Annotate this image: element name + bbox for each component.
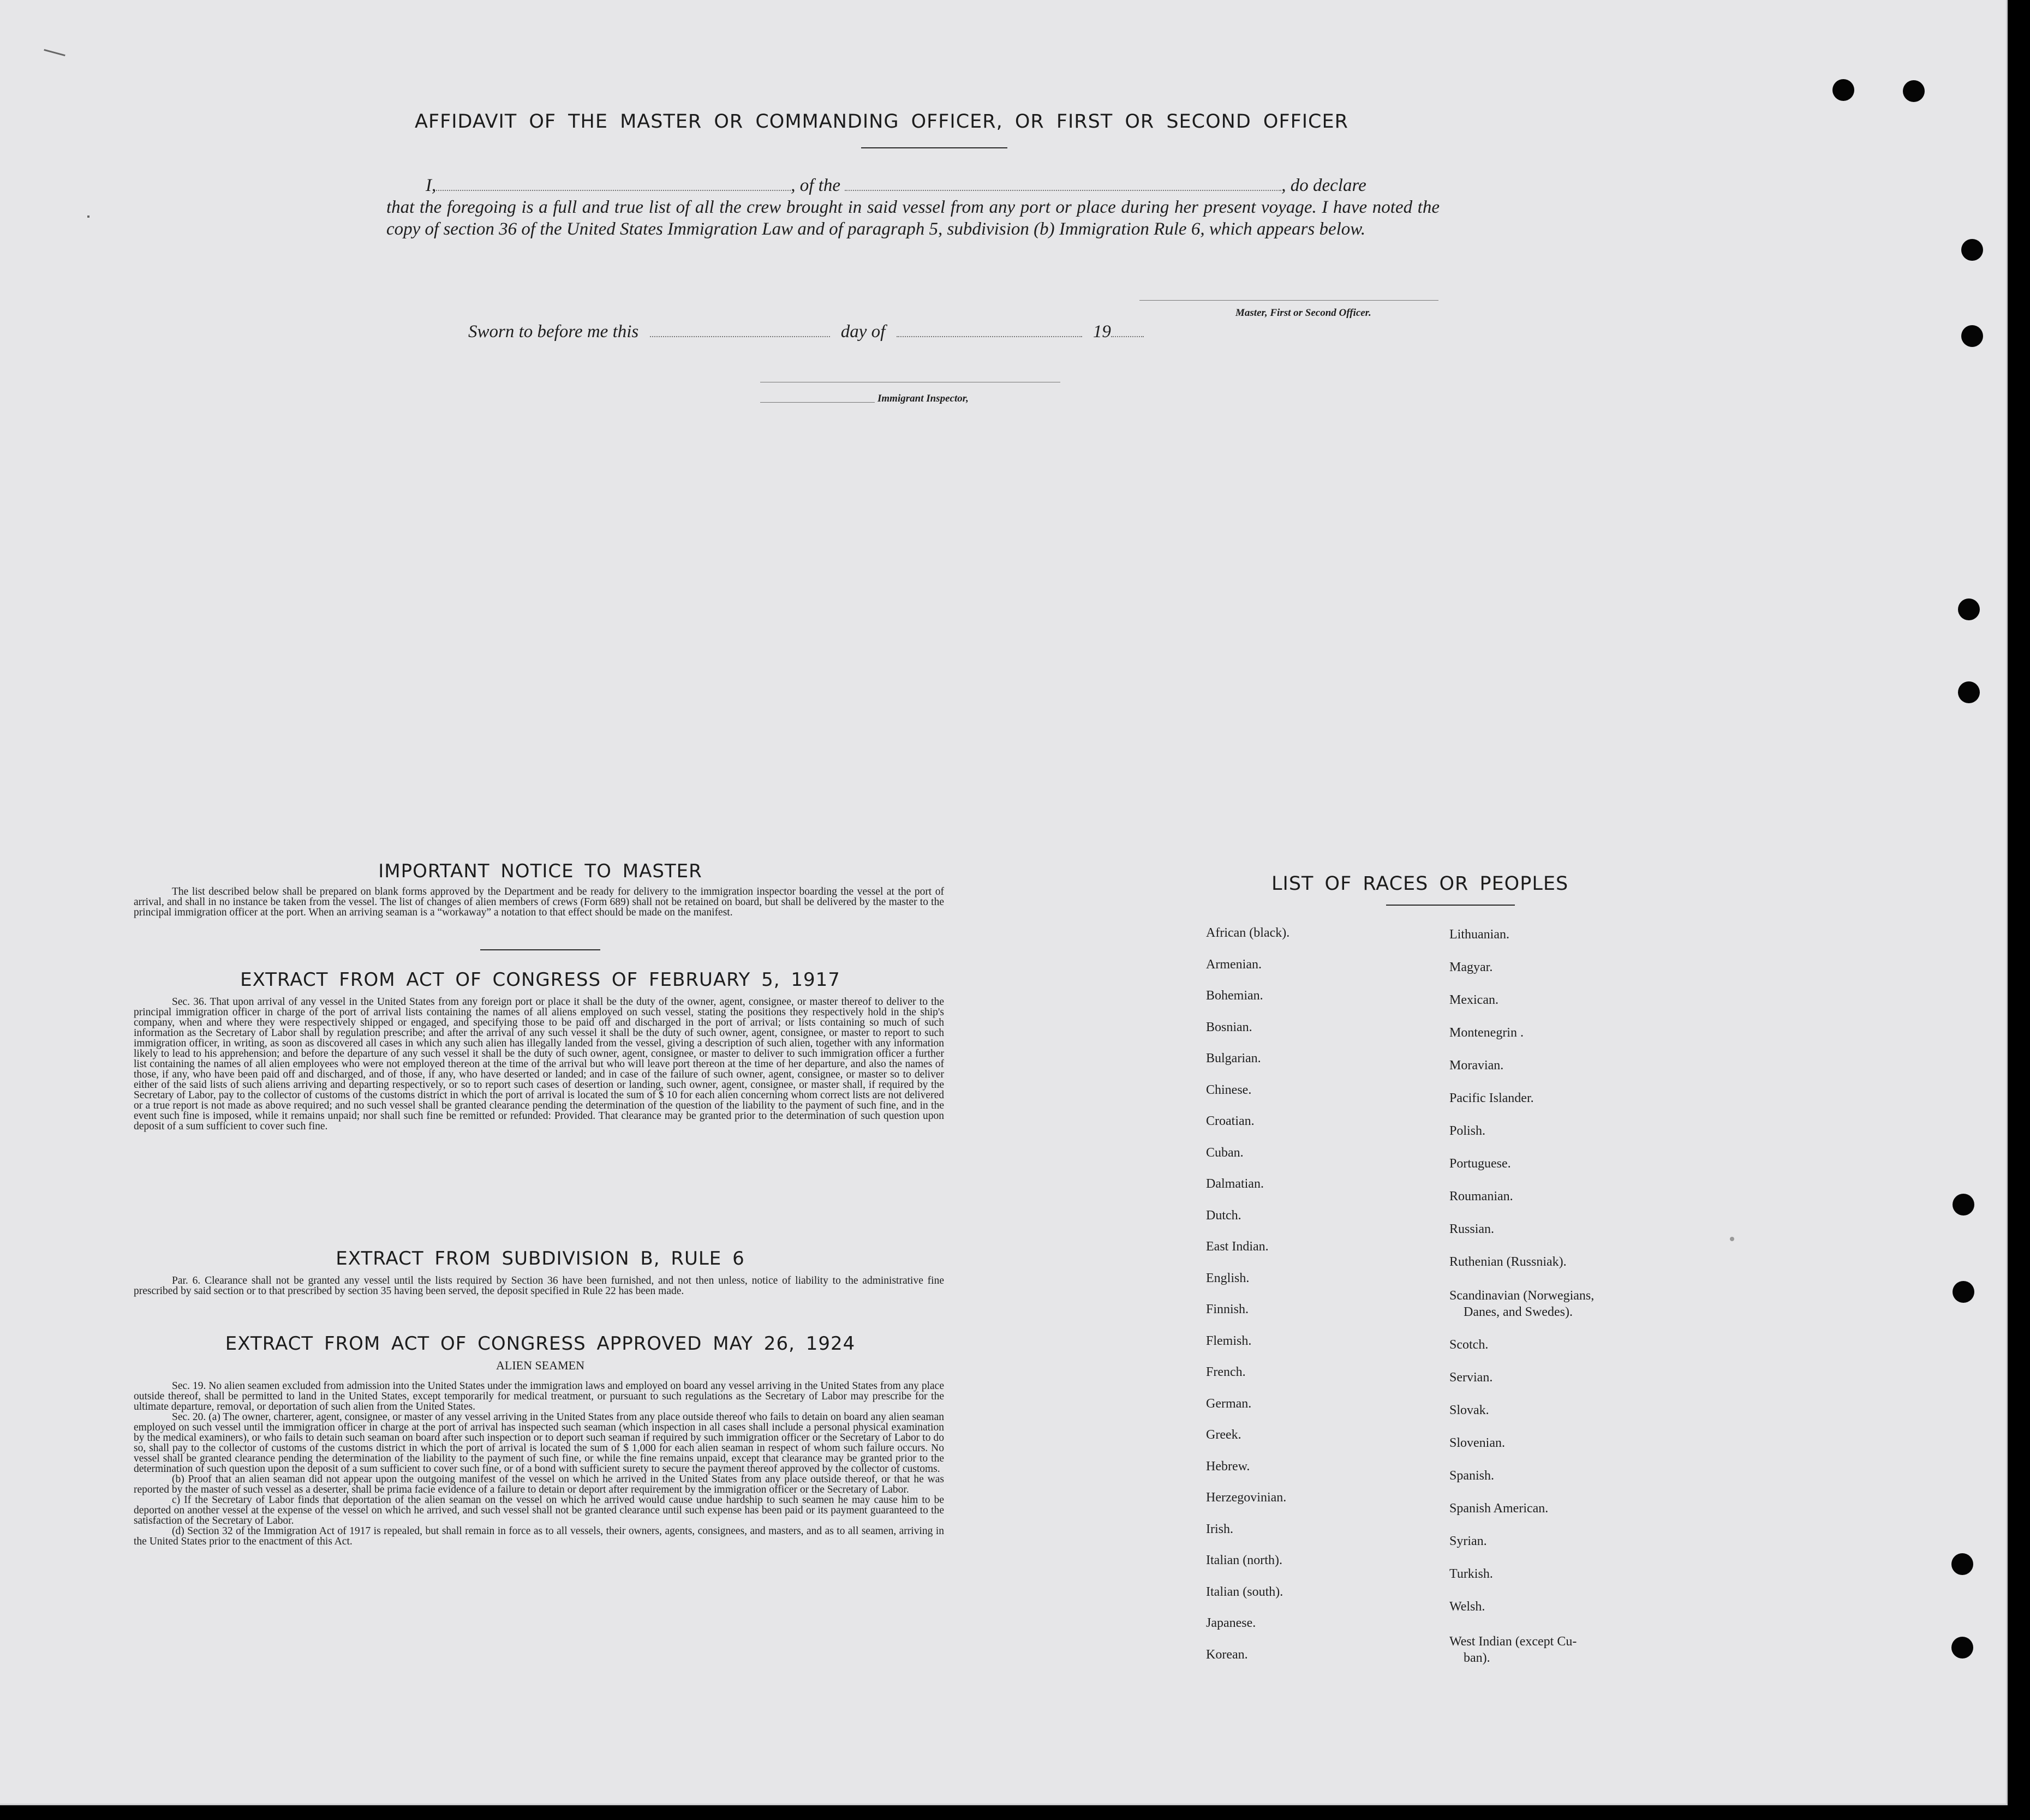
declaration-body: that the foregoing is a full and true list of all the crew brought in said vessel from any port or place during her present voyage. I have noted the copy of section 36 of the United States Immigration Law and of paragraph 5, subdivision (b) Immigration Rule 6, which appears below. <box>386 197 1440 239</box>
race-item: Bosnian. <box>1206 1020 1252 1034</box>
signature-caption: Master, First or Second Officer. <box>1235 307 1371 319</box>
declaration-of-the: , of the <box>791 176 840 195</box>
month-blank[interactable] <box>897 336 1082 337</box>
title-underline <box>861 147 1007 148</box>
inspector-caption: Immigrant Inspector, <box>877 393 969 404</box>
binder-hole <box>1958 598 1980 620</box>
notice-rule <box>480 949 600 950</box>
race-item: Dalmatian. <box>1206 1177 1264 1191</box>
notice-title: IMPORTANT NOTICE TO MASTER <box>378 860 702 882</box>
race-item: Turkish. <box>1449 1567 1493 1581</box>
races-title: LIST OF RACES OR PEOPLES <box>1271 873 1569 895</box>
race-item: Roumanian. <box>1449 1189 1513 1204</box>
binder-hole <box>1953 1194 1974 1216</box>
binder-hole <box>1961 325 1983 347</box>
rule6-title: EXTRACT FROM SUBDIVISION B, RULE 6 <box>336 1248 745 1270</box>
act1924-sec20b: (b) Proof that an alien seaman did not appear upon the outgoing manifest of the vessel on which he arrived in the United States from any place outside thereof, or that he was reported by the master of such vessel as a deserter, shall be prima facie evidence of a failure to detain or deport after requirement by the immigration officer or the Secretary of Labor. <box>134 1474 944 1495</box>
race-item: Syrian. <box>1449 1534 1487 1548</box>
rule6-body-block <box>134 1276 944 1296</box>
year-blank[interactable] <box>1111 336 1144 337</box>
name-blank[interactable] <box>436 190 791 191</box>
race-item: Scandinavian (Norwegians, <box>1449 1289 1595 1303</box>
binder-hole <box>1951 1553 1973 1575</box>
race-item: Japanese. <box>1206 1616 1256 1630</box>
race-item: Danes, and Swedes). <box>1464 1305 1573 1319</box>
binder-hole <box>1961 239 1983 261</box>
race-item: Finnish. <box>1206 1302 1249 1316</box>
sworn-line <box>468 322 1144 342</box>
race-item: Korean. <box>1206 1647 1248 1662</box>
binder-hole <box>1958 681 1980 703</box>
binder-hole <box>1832 79 1854 101</box>
race-item: Flemish. <box>1206 1333 1252 1348</box>
race-item: African (black). <box>1206 926 1290 940</box>
notice-body-block <box>134 887 944 918</box>
race-item: Lithuanian. <box>1449 927 1509 942</box>
race-item: Russian. <box>1449 1222 1495 1236</box>
race-item: Welsh. <box>1449 1600 1485 1614</box>
binder-hole <box>1951 1637 1973 1659</box>
race-item: French. <box>1206 1365 1246 1379</box>
race-item: Servian. <box>1449 1370 1493 1385</box>
act1924-sec20c: c) If the Secretary of Labor finds that deportation of the alien seaman on the vessel on which he arrived would cause undue hardship to such seamen he may cause him to be deported on another vessel at the expense of the vessel on which he arrived, and such vessel shall not be granted clearance until such expense has been paid or its payment guaranteed to the satisfaction of the Secretary of Labor. <box>134 1494 944 1526</box>
day-blank[interactable] <box>650 336 830 337</box>
race-item: Spanish American. <box>1449 1501 1549 1516</box>
races-title-underline <box>1386 905 1515 906</box>
race-item: English. <box>1206 1271 1250 1285</box>
race-item: Mexican. <box>1449 993 1498 1007</box>
rule6-body: Par. 6. Clearance shall not be granted any vessel until the lists required by Section 36 have been furnished, and not then unless, notice of liability to the administrative fine prescribed by said section or to that prescribed by section 35 having been served, the deposit specified in Rule 22 has been made. <box>134 1275 944 1297</box>
act1924-sec20a: Sec. 20. (a) The owner, charterer, agent, consignee, or master of any vessel arriving in the United States from any place outside thereof who fails to detain on board any alien seaman employed on such vessel until the immigration officer in charge at the port of arrival has inspected such seaman (which inspection in all cases shall include a personal physical examination by the medical examiners), or who fails to detain such seaman on board after such inspection or to deport such seaman if required by such immigration officer or the Secretary of Labor to do so, shall pay to the collector of customs of the customs district in which the port of arrival is located the sum of $ 1,000 for each alien seaman in respect of whom such failure occurs. No vessel shall be granted clearance pending the determination of the liability to the payment of such fine, or while the fine remains unpaid, except that clearance may be granted prior to the determination of such question upon the deposit of a sum sufficient to cover such fine, or of a bond with sufficient surety to secure the payment thereof approved by the collector of customs. <box>134 1411 944 1475</box>
race-item: Ruthenian (Russniak). <box>1449 1255 1567 1269</box>
race-item: Hebrew. <box>1206 1459 1250 1474</box>
act1917-body-block <box>134 997 944 1131</box>
act1917-body: Sec. 36. That upon arrival of any vessel in the United States from any foreign port or place it shall be the duty of the owner, agent, consignee, or master thereof to deliver to the principal immigration officer in charge of the port of arrival lists containing the names of all aliens employed on such vessel, stating the positions they respectively hold in the ship's company, when and where they were respectively shipped or engaged, and specifying those to be paid off and discharged in the port of arrival; or lists containing so much of such information as the Secretary of Labor shall by regulation prescribe; and after the arrival of any such vessel it shall be the duty of such owner, agent, consignee, or master to report to such immigration officer, in writing, as soon as discovered all cases in which any such alien has illegally landed from the vessel, giving a description of such alien, together with any information likely to lead to his apprehension; and before the departure of any such vessel it shall be the duty of such owner, agent, consignee, or master to deliver to such immigration officer a further list containing the names of all alien employees who were not employed thereon at the time of the arrival but who will leave port thereon at the time of her departure, and also the names of those, if any, who have been paid off and discharged, and of those, if any, who have deserted or landed; and in case of the failure of such owner, agent, consignee, or master so to deliver either of the said lists of such aliens arriving and departing respectively, or so to report such cases of desertion or landing, such owner, agent, consignee, or master shall, if required by the Secretary of Labor, pay to the collector of customs of the customs district in which the port of arrival is located the sum of $ 10 for each alien concerning whom correct lists are not delivered or a true report is not made as above required; and no such vessel shall be granted clearance pending the determination of the question of the liability to the payment of such fine, and in the event such fine is imposed, while it remains unpaid; nor shall such fine be remitted or refunded: Provided. That clearance may be granted prior to the determination of such question upon deposit of a sum sufficient to cover such fine. <box>134 996 944 1132</box>
race-item: Slovenian. <box>1449 1436 1505 1450</box>
declaration-do-declare: , do declare <box>1281 176 1366 195</box>
act1924-subtitle: ALIEN SEAMEN <box>496 1358 584 1372</box>
vessel-blank[interactable] <box>845 190 1281 191</box>
notice-body: The list described below shall be prepared on blank forms approved by the Department and be ready for delivery to the immigration inspector boarding the vessel at the port of arrival, and shall in no instance be taken from the vessel. The list of changes of alien members of crews (Form 689) shall not be retained on board, but shall be delivered by the master to the principal immigration officer at the port. When an arriving seaman is a “workaway” a notation to that effect should be made on the manifest. <box>134 886 944 918</box>
signature-line[interactable] <box>1139 300 1438 301</box>
act1924-title: EXTRACT FROM ACT OF CONGRESS APPROVED MAY 26, 1924 <box>225 1333 856 1355</box>
race-item: Slovak. <box>1449 1403 1489 1417</box>
act1917-title: EXTRACT FROM ACT OF CONGRESS OF FEBRUARY 5, 1917 <box>240 969 840 991</box>
race-item: Spanish. <box>1449 1469 1495 1483</box>
year-prefix: 19 <box>1092 322 1111 342</box>
affidavit-title: AFFIDAVIT OF THE MASTER OR COMMANDING OFFICER, OR FIRST OR SECOND OFFICER <box>415 111 1348 133</box>
inspector-line-short <box>760 402 875 403</box>
race-item: Bulgarian. <box>1206 1051 1261 1065</box>
race-item: Greek. <box>1206 1428 1241 1442</box>
race-item: Chinese. <box>1206 1082 1252 1097</box>
sworn-text: Sworn to before me this <box>468 322 639 342</box>
race-item: ban). <box>1464 1651 1490 1665</box>
act1924-sec19: Sec. 19. No alien seamen excluded from admission into the United States under the immigration laws and employed on board any vessel arriving in the United States from any place outside thereof, shall be permitted to land in the United States, except temporarily for medical treatment, or pursuant to such regulations as the Secretary of Labor may prescribe for the ultimate departure, removal, or deportation of such alien from the United States. <box>134 1380 944 1412</box>
race-item: Montenegrin . <box>1449 1026 1524 1040</box>
paper-mark <box>44 49 65 56</box>
race-item: Italian (north). <box>1206 1553 1282 1567</box>
act1924-sec20d: (d) Section 32 of the Immigration Act of 1917 is repealed, but shall remain in force as to all vessels, their owners, agents, consignees, and masters, and as to all seamen, arriving in the United States prior to the enactment of this Act. <box>134 1525 944 1547</box>
act1924-body-block <box>134 1381 944 1547</box>
race-item: East Indian. <box>1206 1240 1269 1254</box>
race-item: Moravian. <box>1449 1058 1504 1073</box>
paper-mark <box>87 215 89 218</box>
race-item: Herzegovinian. <box>1206 1490 1287 1505</box>
day-of-text: day of <box>840 322 886 342</box>
declaration-i: I, <box>426 176 437 195</box>
race-item: West Indian (except Cu- <box>1449 1635 1577 1649</box>
paper-mark <box>1730 1237 1734 1241</box>
race-item: Italian (south). <box>1206 1584 1283 1599</box>
race-item: Cuban. <box>1206 1145 1244 1160</box>
race-item: Magyar. <box>1449 960 1493 974</box>
race-item: Pacific Islander. <box>1449 1091 1534 1105</box>
race-item: Armenian. <box>1206 957 1262 972</box>
race-item: Polish. <box>1449 1124 1486 1138</box>
race-item: Croatian. <box>1206 1114 1255 1128</box>
binder-hole <box>1953 1281 1974 1303</box>
race-item: Irish. <box>1206 1522 1233 1536</box>
declaration-first-line <box>426 176 1366 196</box>
race-item: Scotch. <box>1449 1338 1489 1352</box>
race-item: Portuguese. <box>1449 1157 1511 1171</box>
binder-hole <box>1903 80 1925 102</box>
race-item: Bohemian. <box>1206 989 1263 1003</box>
race-item: Dutch. <box>1206 1208 1241 1223</box>
race-item: German. <box>1206 1396 1252 1411</box>
